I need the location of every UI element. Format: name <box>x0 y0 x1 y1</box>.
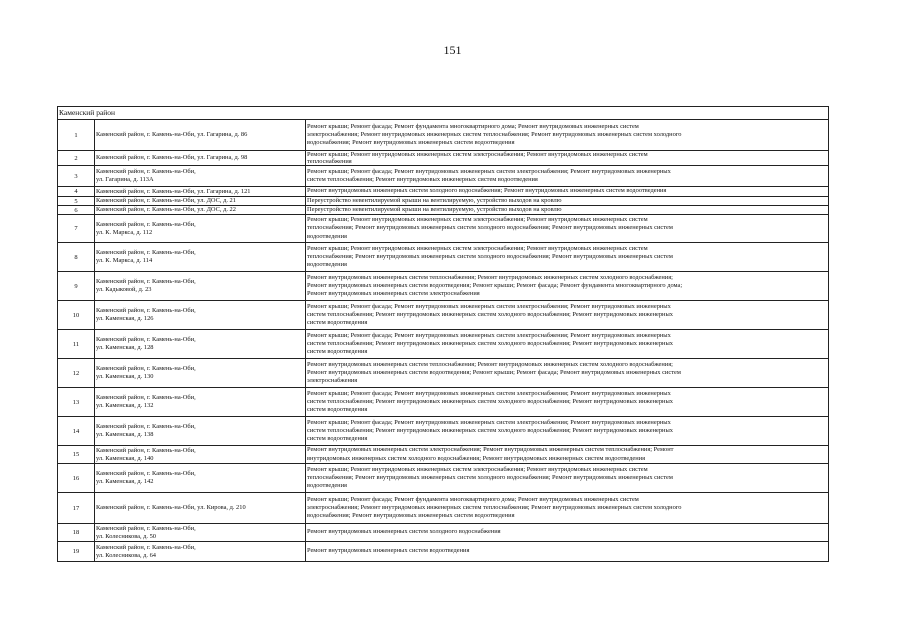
works-line: Ремонт крыши; Ремонт внутридомовых инженерных систем электроснабжения; Ремонт внутридомовых инженерных систем <box>307 465 648 473</box>
row-number: 1 <box>58 120 95 150</box>
works-line: систем теплоснабжения; Ремонт внутридомовых инженерных систем холодного водоснабжения; Ремонт внутридомовых инженерных <box>307 339 673 347</box>
address-line: Каменский район, г. Камень-на-Оби, <box>96 470 196 477</box>
address-line: Каменский район, г. Камень-на-Оби, ул. Гагарина, д. 86 <box>96 131 248 138</box>
row-number: 10 <box>58 301 95 329</box>
works-line: теплоснабжения; Ремонт внутридомовых инженерных систем холодного водоснабжения; Ремонт внутридомовых инженерных систем <box>307 252 673 260</box>
address-line: Каменский район, г. Камень-на-Оби, <box>96 220 196 228</box>
row-number: 15 <box>58 446 95 463</box>
address-cell <box>95 417 306 445</box>
address-line: Каменский район, г. Камень-на-Оби, <box>96 543 196 551</box>
address-line: Каменский район, г. Камень-на-Оби, ул. Гагарина, д. 98 <box>96 154 248 161</box>
works-line: электроснабжения; Ремонт внутридомовых инженерных систем теплоснабжения; Ремонт внутридомовых инженерных систем холодного <box>307 503 682 511</box>
works-cell <box>306 417 828 445</box>
address-line: ул. Каменская, д. 140 <box>96 454 154 462</box>
works-line: Ремонт крыши; Ремонт внутридомовых инженерных систем электроснабжения; Ремонт внутридомовых инженерных систем <box>307 216 648 224</box>
row-number: 11 <box>58 330 95 358</box>
table-row <box>58 388 828 417</box>
works-line: Ремонт крыши; Ремонт фасада; Ремонт фундамента многоквартирного дома; Ремонт внутридомовых инженерных систем <box>307 495 639 503</box>
address-cell <box>95 151 306 165</box>
address-line: ул. К. Маркса, д. 114 <box>96 257 153 264</box>
address-line: Каменский район, г. Камень-на-Оби, <box>96 307 196 314</box>
address-cell <box>95 388 306 416</box>
works-cell <box>306 151 828 165</box>
works-line: теплоснабжения <box>307 158 352 165</box>
row-number: 9 <box>58 272 95 300</box>
works-line: электроснабжения; Ремонт внутридомовых инженерных систем теплоснабжения; Ремонт внутридомовых инженерных систем холодного <box>307 130 682 138</box>
works-line: водоотведения <box>307 232 347 240</box>
works-line: Ремонт крыши; Ремонт фасада; Ремонт внутридомовых инженерных систем электроснабжения; Ремонт внутридомовых инженерных <box>307 418 671 426</box>
works-cell <box>306 187 828 196</box>
works-line: водоснабжения; Ремонт внутридомовых инженерных систем водоотведения <box>307 139 515 147</box>
table-row <box>58 166 828 187</box>
address-cell <box>95 542 306 561</box>
table-row <box>58 187 828 197</box>
works-line: систем теплоснабжения; Ремонт внутридомовых инженерных систем водоотведения <box>307 176 538 183</box>
works-line: систем водоотведения <box>307 348 368 356</box>
address-cell <box>95 206 306 214</box>
address-line: Каменский район, г. Камень-на-Оби, <box>96 394 196 401</box>
works-line: Ремонт внутридомовых инженерных систем электроснабжения; Ремонт внутридомовых инженерных систем теплоснабжения; Ремонт <box>307 446 674 454</box>
works-line: Ремонт крыши; Ремонт фасада; Ремонт внутридомовых инженерных систем электроснабжения; Ремонт внутридомовых инженерных <box>307 331 671 339</box>
row-number: 3 <box>58 166 95 186</box>
works-line: Ремонт крыши; Ремонт внутридомовых инженерных систем электроснабжения; Ремонт внутридомовых инженерных систем <box>307 151 648 158</box>
address-line: ул. Каменская, д. 138 <box>96 431 154 438</box>
table-row <box>58 493 828 524</box>
address-line: ул. Гагарина, д. 113А <box>96 176 154 183</box>
works-line: теплоснабжения; Ремонт внутридомовых инженерных систем холодного водоснабжения; Ремонт внутридомовых инженерных систем <box>307 473 673 481</box>
address-line: Каменский район, г. Камень-на-Оби, <box>96 168 196 175</box>
row-number: 16 <box>58 464 95 492</box>
works-line: Ремонт внутридомовых инженерных систем электроснабжения <box>307 290 480 298</box>
address-line: ул. Каменская, д. 126 <box>96 315 154 322</box>
works-cell <box>306 446 828 463</box>
row-number: 5 <box>58 197 95 205</box>
works-line: Ремонт крыши; Ремонт фасада; Ремонт внутридомовых инженерных систем электроснабжения; Ремонт внутридомовых инженерных <box>307 167 671 175</box>
works-line: водоснабжения; Ремонт внутридомовых инженерных систем водоотведения <box>307 512 515 520</box>
works-cell <box>306 330 828 358</box>
row-number: 17 <box>58 493 95 523</box>
table-row <box>58 197 828 206</box>
works-line: Ремонт крыши; Ремонт фасада; Ремонт внутридомовых инженерных систем электроснабжения; Ремонт внутридомовых инженерных <box>307 302 671 310</box>
address-line: Каменский район, г. Камень-на-Оби, <box>96 336 196 343</box>
address-cell <box>95 493 306 523</box>
table-row <box>58 301 828 330</box>
works-cell <box>306 359 828 387</box>
works-line: водоотведения <box>307 482 347 490</box>
address-cell <box>95 359 306 387</box>
address-line: Каменский район, г. Камень-на-Оби, ул. ДОС, д. 22 <box>96 206 236 213</box>
address-cell <box>95 166 306 186</box>
table-row <box>58 359 828 388</box>
works-cell <box>306 542 828 561</box>
works-cell <box>306 272 828 300</box>
address-line: Каменский район, г. Камень-на-Оби, ул. Кирова, д. 210 <box>96 504 246 511</box>
table-row <box>58 464 828 493</box>
table-row <box>58 417 828 446</box>
table-row <box>58 206 828 215</box>
page-number: 151 <box>443 43 462 57</box>
row-number: 4 <box>58 187 95 196</box>
table-row <box>58 215 828 243</box>
works-line: Ремонт внутридомовых инженерных систем холодного водоснабжения <box>307 528 501 536</box>
works-line: Ремонт внутридомовых инженерных систем теплоснабжения; Ремонт внутридомовых инженерных систем холодного водоснабжения; <box>307 360 673 368</box>
row-number: 8 <box>58 243 95 271</box>
address-line: Каменский район, г. Камень-на-Оби, <box>96 365 196 372</box>
table-row <box>58 524 828 542</box>
works-cell <box>306 206 828 214</box>
row-number: 19 <box>58 542 95 561</box>
address-line: ул. Колесникова, д. 64 <box>96 551 156 559</box>
works-line: Переустройство невентилируемой крыши на вентилируемую, устройство выходов на кровлю <box>307 206 562 213</box>
address-cell <box>95 301 306 329</box>
works-line: Ремонт внутридомовых инженерных систем холодного водоснабжения; Ремонт внутридомовых инженерных систем водоотведения <box>307 187 667 195</box>
works-line: Ремонт крыши; Ремонт фасада; Ремонт внутридомовых инженерных систем электроснабжения; Ремонт внутридомовых инженерных <box>307 389 671 397</box>
address-cell <box>95 120 306 150</box>
address-line: Каменский район, г. Камень-на-Оби, <box>96 446 196 454</box>
address-line: ул. К. Маркса, д. 112 <box>96 228 153 236</box>
address-cell <box>95 464 306 492</box>
works-line: Переустройство невентилируемой крыши на вентилируемую, устройство выходов на кровлю <box>307 197 562 204</box>
address-cell <box>95 330 306 358</box>
works-line: электроснабжения <box>307 377 358 385</box>
row-number: 13 <box>58 388 95 416</box>
address-line: Каменский район, г. Камень-на-Оби, <box>96 278 196 285</box>
works-line: систем водоотведения <box>307 406 368 414</box>
table-row <box>58 120 828 151</box>
works-cell <box>306 166 828 186</box>
table-row <box>58 330 828 359</box>
address-line: Каменский район, г. Камень-на-Оби, <box>96 423 196 430</box>
address-cell <box>95 187 306 196</box>
works-cell <box>306 215 828 242</box>
works-line: водоотведения <box>307 261 347 269</box>
address-line: ул. Каменская, д. 130 <box>96 373 154 380</box>
works-line: систем водоотведения <box>307 435 368 443</box>
works-line: Ремонт внутридомовых инженерных систем теплоснабжения; Ремонт внутридомовых инженерных систем холодного водоснабжения; <box>307 273 673 281</box>
works-line: Ремонт внутридомовых инженерных систем водоотведения; Ремонт крыши; Ремонт фасада; Ремонт внутридомовых инженерных систем <box>307 368 681 376</box>
row-number: 12 <box>58 359 95 387</box>
works-line: систем водоотведения <box>307 319 368 327</box>
works-cell <box>306 301 828 329</box>
address-cell <box>95 446 306 463</box>
row-number: 2 <box>58 151 95 165</box>
row-number: 7 <box>58 215 95 242</box>
works-cell <box>306 197 828 205</box>
table-row <box>58 151 828 166</box>
works-line: Ремонт крыши; Ремонт внутридомовых инженерных систем электроснабжения; Ремонт внутридомовых инженерных систем <box>307 244 648 252</box>
address-cell <box>95 524 306 541</box>
works-line: Ремонт внутридомовых инженерных систем водоотведения <box>307 547 470 555</box>
table-row <box>58 272 828 301</box>
address-line: ул. Колесникова, д. 50 <box>96 532 156 540</box>
row-number: 18 <box>58 524 95 541</box>
address-line: Каменский район, г. Камень-на-Оби, <box>96 249 196 256</box>
works-cell <box>306 388 828 416</box>
works-cell <box>306 524 828 541</box>
address-line: Каменский район, г. Камень-на-Оби, ул. ДОС, д. 21 <box>96 197 236 204</box>
row-number: 14 <box>58 417 95 445</box>
works-cell <box>306 493 828 523</box>
table-row <box>58 446 828 464</box>
table-row <box>58 542 828 561</box>
works-line: Ремонт крыши; Ремонт фасада; Ремонт фундамента многоквартирного дома; Ремонт внутридомовых инженерных систем <box>307 122 639 130</box>
table-row <box>58 243 828 272</box>
works-cell <box>306 464 828 492</box>
repair-table <box>57 106 829 562</box>
address-line: ул. Кадыковой, д. 23 <box>96 286 152 293</box>
address-line: Каменский район, г. Камень-на-Оби, ул. Гагарина, д. 121 <box>96 187 251 195</box>
address-line: ул. Каменская, д. 128 <box>96 344 154 351</box>
address-cell <box>95 272 306 300</box>
works-line: систем теплоснабжения; Ремонт внутридомовых инженерных систем холодного водоснабжения; Ремонт внутридомовых инженерных <box>307 426 673 434</box>
works-line: Ремонт внутридомовых инженерных систем водоотведения; Ремонт крыши; Ремонт фасада; Ремонт фундамента многоквартирного дома; <box>307 281 683 289</box>
works-line: систем теплоснабжения; Ремонт внутридомовых инженерных систем холодного водоснабжения; Ремонт внутридомовых инженерных <box>307 397 673 405</box>
works-line: внутридомовых инженерных систем холодного водоснабжения; Ремонт внутридомовых инженерных систем водоотведения <box>307 454 646 462</box>
address-line: ул. Каменская, д. 132 <box>96 402 154 409</box>
works-cell <box>306 243 828 271</box>
address-line: Каменский район, г. Камень-на-Оби, <box>96 524 196 532</box>
address-cell <box>95 243 306 271</box>
row-number: 6 <box>58 206 95 214</box>
district-header: Каменский район <box>58 107 828 120</box>
address-cell <box>95 215 306 242</box>
address-cell <box>95 197 306 205</box>
works-line: систем теплоснабжения; Ремонт внутридомовых инженерных систем холодного водоснабжения; Ремонт внутридомовых инженерных <box>307 310 673 318</box>
works-cell <box>306 120 828 150</box>
address-line: ул. Каменская, д. 142 <box>96 478 154 485</box>
works-line: теплоснабжения; Ремонт внутридомовых инженерных систем холодного водоснабжения; Ремонт внутридомовых инженерных систем <box>307 224 673 232</box>
